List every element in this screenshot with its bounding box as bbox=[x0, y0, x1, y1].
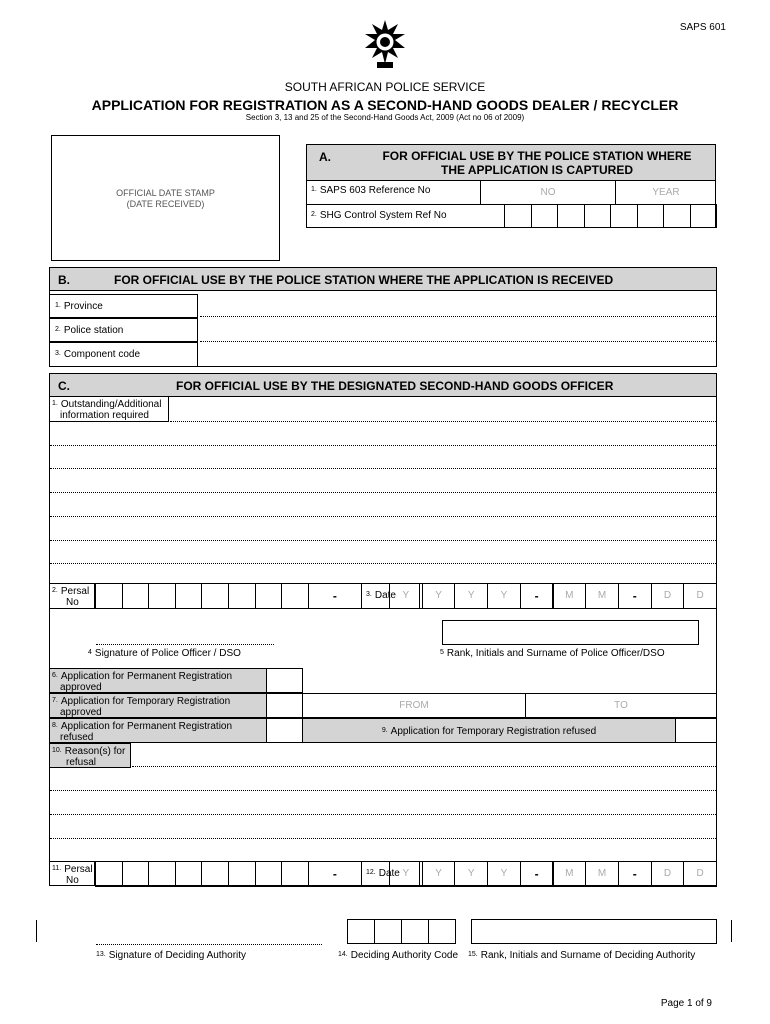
outstanding-info-line[interactable] bbox=[50, 492, 716, 493]
persal-digit-cell[interactable] bbox=[95, 583, 123, 609]
field-num: 3. bbox=[366, 591, 372, 598]
outstanding-info-line[interactable] bbox=[50, 540, 716, 541]
date-dash-cell: - bbox=[618, 583, 652, 609]
outstanding-info-line[interactable] bbox=[50, 516, 716, 517]
field-num: 7. bbox=[52, 697, 58, 704]
refusal-reason-line[interactable] bbox=[50, 838, 716, 839]
field-num: 9. bbox=[381, 727, 388, 734]
field-num: 11. bbox=[52, 865, 62, 872]
deciding-code-cell[interactable] bbox=[428, 919, 456, 944]
police-station-label-cell bbox=[49, 318, 198, 342]
persal-digit-cell[interactable] bbox=[201, 583, 229, 609]
outstanding-info-label-cell bbox=[49, 396, 169, 422]
persal-digit-cell[interactable] bbox=[175, 583, 203, 609]
date-digit-cell[interactable]: Y bbox=[487, 583, 521, 609]
persal-no-2-label-cell bbox=[49, 861, 95, 886]
temp-refused-checkbox[interactable] bbox=[675, 718, 717, 743]
date-digit-cell[interactable]: D bbox=[683, 583, 717, 609]
persal-digit-cell[interactable] bbox=[122, 861, 150, 887]
persal-digit-cell[interactable] bbox=[255, 861, 283, 887]
left-margin-mark bbox=[36, 920, 37, 942]
form-title: APPLICATION FOR REGISTRATION AS A SECOND-HAND GOODS DEALER / RECYCLER bbox=[91, 97, 679, 113]
saps603-year-field[interactable] bbox=[615, 181, 716, 204]
field-num: 10. bbox=[52, 747, 62, 754]
date-digit-cell[interactable]: Y bbox=[422, 861, 456, 887]
shg-control-label bbox=[311, 210, 447, 221]
form-subtitle: Section 3, 13 and 25 of the Second-Hand Goods Act, 2009 (Act no 06 of 2009) bbox=[245, 113, 525, 122]
section-b-letter: B. bbox=[58, 273, 70, 287]
perm-refused-label-cell bbox=[49, 718, 267, 743]
refusal-reason-label bbox=[52, 746, 125, 757]
officer-rank-label bbox=[440, 648, 665, 659]
shg-cell[interactable] bbox=[663, 204, 691, 228]
persal-digit-cell[interactable] bbox=[281, 861, 309, 887]
deciding-signature-input[interactable] bbox=[96, 944, 322, 945]
date-digit-cell[interactable]: M bbox=[553, 861, 587, 887]
deciding-code-label bbox=[338, 950, 458, 961]
shg-cell[interactable] bbox=[637, 204, 665, 228]
perm-approved-l2: approved bbox=[60, 682, 102, 693]
date-digit-cell[interactable]: Y bbox=[422, 583, 456, 609]
outstanding-info-l1: Outstanding/Additional bbox=[60, 399, 162, 410]
field-num: 14. bbox=[338, 951, 348, 958]
persal-label-l1: Persal bbox=[60, 586, 90, 597]
saps603-label bbox=[311, 185, 430, 196]
section-a-header bbox=[306, 144, 716, 181]
deciding-signature-label-text: Signature of Deciding Authority bbox=[108, 950, 247, 961]
persal-label-l2: No bbox=[66, 597, 79, 608]
date-digit-cell[interactable]: M bbox=[585, 583, 619, 609]
stamp-label-line2: (DATE RECEIVED) bbox=[126, 199, 205, 209]
officer-signature-label bbox=[88, 648, 241, 659]
right-margin-mark bbox=[731, 920, 732, 942]
deciding-signature-label bbox=[96, 950, 246, 961]
field-num: 8. bbox=[52, 722, 58, 729]
deciding-code-label-text: Deciding Authority Code bbox=[350, 950, 459, 961]
date-stamp-box[interactable] bbox=[51, 135, 280, 261]
field-num: 6. bbox=[52, 672, 58, 679]
agency-name: SOUTH AFRICAN POLICE SERVICE bbox=[284, 80, 486, 94]
date-digit-cell[interactable]: Y bbox=[454, 583, 488, 609]
section-c-header bbox=[49, 373, 717, 397]
year-ghost-label: YEAR bbox=[652, 187, 680, 198]
police-station-input[interactable] bbox=[200, 341, 716, 342]
perm-approved-label-cell bbox=[49, 668, 267, 693]
shg-control-label-text: SHG Control System Ref No bbox=[319, 210, 447, 221]
date-digit-cell[interactable]: Y bbox=[454, 861, 488, 887]
component-code-label-text: Component code bbox=[63, 349, 141, 360]
officer-rank-label-text: Rank, Initials and Surname of Police Officer/DSO bbox=[446, 648, 665, 659]
perm-refused-l1: Application for Permanent Registration bbox=[60, 721, 233, 732]
component-code-label bbox=[55, 349, 140, 360]
field-num: 2. bbox=[52, 587, 58, 594]
field-num: 4 bbox=[88, 649, 92, 656]
saps603-row bbox=[306, 180, 716, 205]
date-dash-cell: - bbox=[618, 861, 652, 887]
section-a-title-line2: THE APPLICATION IS CAPTURED bbox=[440, 163, 633, 177]
persal-no-2-label bbox=[52, 864, 93, 875]
shg-cell[interactable] bbox=[531, 204, 559, 228]
date-dash-cell: - bbox=[520, 861, 554, 887]
persal-2-label-l2: No bbox=[66, 875, 79, 886]
deciding-rank-input[interactable] bbox=[471, 919, 717, 944]
saps603-no-field[interactable] bbox=[480, 181, 615, 204]
field-num: 3. bbox=[55, 350, 61, 357]
persal-digit-cell[interactable] bbox=[228, 583, 256, 609]
deciding-code-cell[interactable] bbox=[347, 919, 375, 944]
to-ghost-label: TO bbox=[614, 700, 628, 711]
shg-cell[interactable] bbox=[610, 204, 638, 228]
persal-digit-cell[interactable] bbox=[95, 861, 123, 887]
temp-refused-label bbox=[303, 726, 675, 737]
field-num: 15. bbox=[468, 951, 478, 958]
temp-approved-label bbox=[52, 696, 230, 707]
outstanding-info-l2: information required bbox=[60, 410, 149, 421]
date-digit-cell[interactable]: Y bbox=[389, 583, 423, 609]
field-num: 1. bbox=[311, 186, 317, 193]
persal-digit-cell[interactable] bbox=[175, 861, 203, 887]
no-ghost-label: NO bbox=[540, 187, 556, 198]
date-digit-cell[interactable]: Y bbox=[389, 861, 423, 887]
refusal-reason-label-cell bbox=[49, 743, 131, 768]
date-digit-cell[interactable]: M bbox=[585, 861, 619, 887]
temp-refused-label-text: Application for Temporary Registration refused bbox=[390, 726, 597, 737]
temp-to-field[interactable] bbox=[525, 693, 717, 718]
shg-control-row bbox=[306, 204, 716, 228]
date-digit-cell[interactable]: Y bbox=[487, 861, 521, 887]
refusal-reason-l1: Reason(s) for bbox=[64, 746, 126, 757]
temp-approved-l1: Application for Temporary Registration bbox=[60, 696, 231, 707]
page-number: Page 1 of 9 bbox=[660, 998, 712, 1009]
officer-signature-input[interactable] bbox=[96, 644, 274, 645]
date-label-text: Date bbox=[378, 868, 400, 879]
outstanding-info-line[interactable] bbox=[50, 445, 716, 446]
temp-refused-label-cell bbox=[302, 718, 676, 743]
shg-cell[interactable] bbox=[504, 204, 532, 228]
field-num: 1. bbox=[55, 302, 61, 309]
persal-digit-cell[interactable] bbox=[255, 583, 283, 609]
temp-approved-label-cell bbox=[49, 693, 267, 718]
outstanding-info-label bbox=[52, 399, 161, 410]
shg-cell[interactable] bbox=[690, 204, 718, 228]
province-input[interactable] bbox=[200, 316, 716, 317]
stamp-label-line1: OFFICIAL DATE STAMP bbox=[116, 188, 215, 198]
shg-cell[interactable] bbox=[584, 204, 612, 228]
deciding-code-cell[interactable] bbox=[374, 919, 402, 944]
deciding-code-cell[interactable] bbox=[401, 919, 429, 944]
province-label bbox=[55, 301, 103, 312]
date-dash-cell: - bbox=[520, 583, 554, 609]
saps-emblem-icon bbox=[360, 18, 410, 72]
form-code: SAPS 601 bbox=[679, 22, 726, 33]
date-digit-cell[interactable]: M bbox=[553, 583, 587, 609]
field-num: 5 bbox=[440, 649, 444, 656]
temp-approved-l2: approved bbox=[60, 707, 102, 718]
section-a-title-line1: FOR OFFICIAL USE BY THE POLICE STATION WHERE bbox=[382, 149, 692, 163]
province-label-cell bbox=[49, 294, 198, 318]
officer-rank-input[interactable] bbox=[442, 620, 699, 645]
section-c-letter: C. bbox=[58, 379, 70, 393]
perm-approved-label bbox=[52, 671, 232, 682]
outstanding-info-line[interactable] bbox=[170, 421, 716, 422]
persal-no-label-cell bbox=[49, 583, 95, 609]
field-num: 2. bbox=[311, 211, 317, 218]
outstanding-info-line[interactable] bbox=[50, 563, 716, 564]
persal-digit-cell[interactable] bbox=[281, 583, 309, 609]
field-num: 2. bbox=[55, 326, 61, 333]
outstanding-info-line[interactable] bbox=[50, 468, 716, 469]
refusal-reason-line[interactable] bbox=[132, 766, 716, 767]
perm-refused-l2: refused bbox=[60, 732, 94, 743]
section-b-header bbox=[49, 267, 717, 291]
persal-digit-cell[interactable] bbox=[148, 861, 176, 887]
perm-refused-label bbox=[52, 721, 232, 732]
persal-2-label-l1: Persal bbox=[64, 864, 93, 875]
officer-signature-label-text: Signature of Police Officer / DSO bbox=[94, 648, 241, 659]
shg-control-cells[interactable] bbox=[504, 205, 716, 227]
date-digit-cell[interactable]: D bbox=[651, 583, 685, 609]
deciding-rank-label bbox=[468, 950, 695, 961]
deciding-rank-label-text: Rank, Initials and Surname of Deciding Authority bbox=[480, 950, 696, 961]
section-b-title: FOR OFFICIAL USE BY THE POLICE STATION WHERE THE APPLICATION IS RECEIVED bbox=[114, 273, 614, 287]
saps603-label-text: SAPS 603 Reference No bbox=[319, 185, 431, 196]
field-num: 13. bbox=[96, 951, 106, 958]
police-station-label-text: Police station bbox=[63, 325, 124, 336]
component-code-label-cell bbox=[49, 342, 198, 367]
refusal-reason-l2: refusal bbox=[66, 757, 97, 768]
section-c-title: FOR OFFICIAL USE BY THE DESIGNATED SECOND-HAND GOODS OFFICER bbox=[176, 379, 614, 393]
persal-digit-cell[interactable] bbox=[228, 861, 256, 887]
refusal-reason-line[interactable] bbox=[50, 790, 716, 791]
date-label-text: Date bbox=[374, 590, 396, 601]
temp-approved-checkbox[interactable] bbox=[266, 693, 303, 718]
persal-digit-cell[interactable] bbox=[148, 583, 176, 609]
perm-refused-checkbox[interactable] bbox=[266, 718, 303, 743]
date-digit-cell[interactable]: D bbox=[651, 861, 685, 887]
refusal-reason-line[interactable] bbox=[50, 814, 716, 815]
field-num: 1. bbox=[52, 400, 58, 407]
section-a-letter: A. bbox=[319, 150, 331, 164]
date-digit-cell[interactable]: D bbox=[683, 861, 717, 887]
from-ghost-label: FROM bbox=[399, 700, 429, 711]
persal-digit-cell[interactable] bbox=[201, 861, 229, 887]
persal-dash-cell: - bbox=[308, 861, 362, 887]
perm-approved-l1: Application for Permanent Registration bbox=[60, 671, 233, 682]
perm-approved-checkbox[interactable] bbox=[266, 668, 303, 693]
police-station-label bbox=[55, 325, 123, 336]
province-label-text: Province bbox=[63, 301, 103, 312]
persal-digit-cell[interactable] bbox=[122, 583, 150, 609]
shg-cell[interactable] bbox=[557, 204, 585, 228]
persal-no-label bbox=[52, 586, 89, 597]
persal-dash-cell: - bbox=[308, 583, 362, 609]
field-num: 12. bbox=[366, 869, 376, 876]
temp-from-field[interactable] bbox=[302, 693, 526, 718]
